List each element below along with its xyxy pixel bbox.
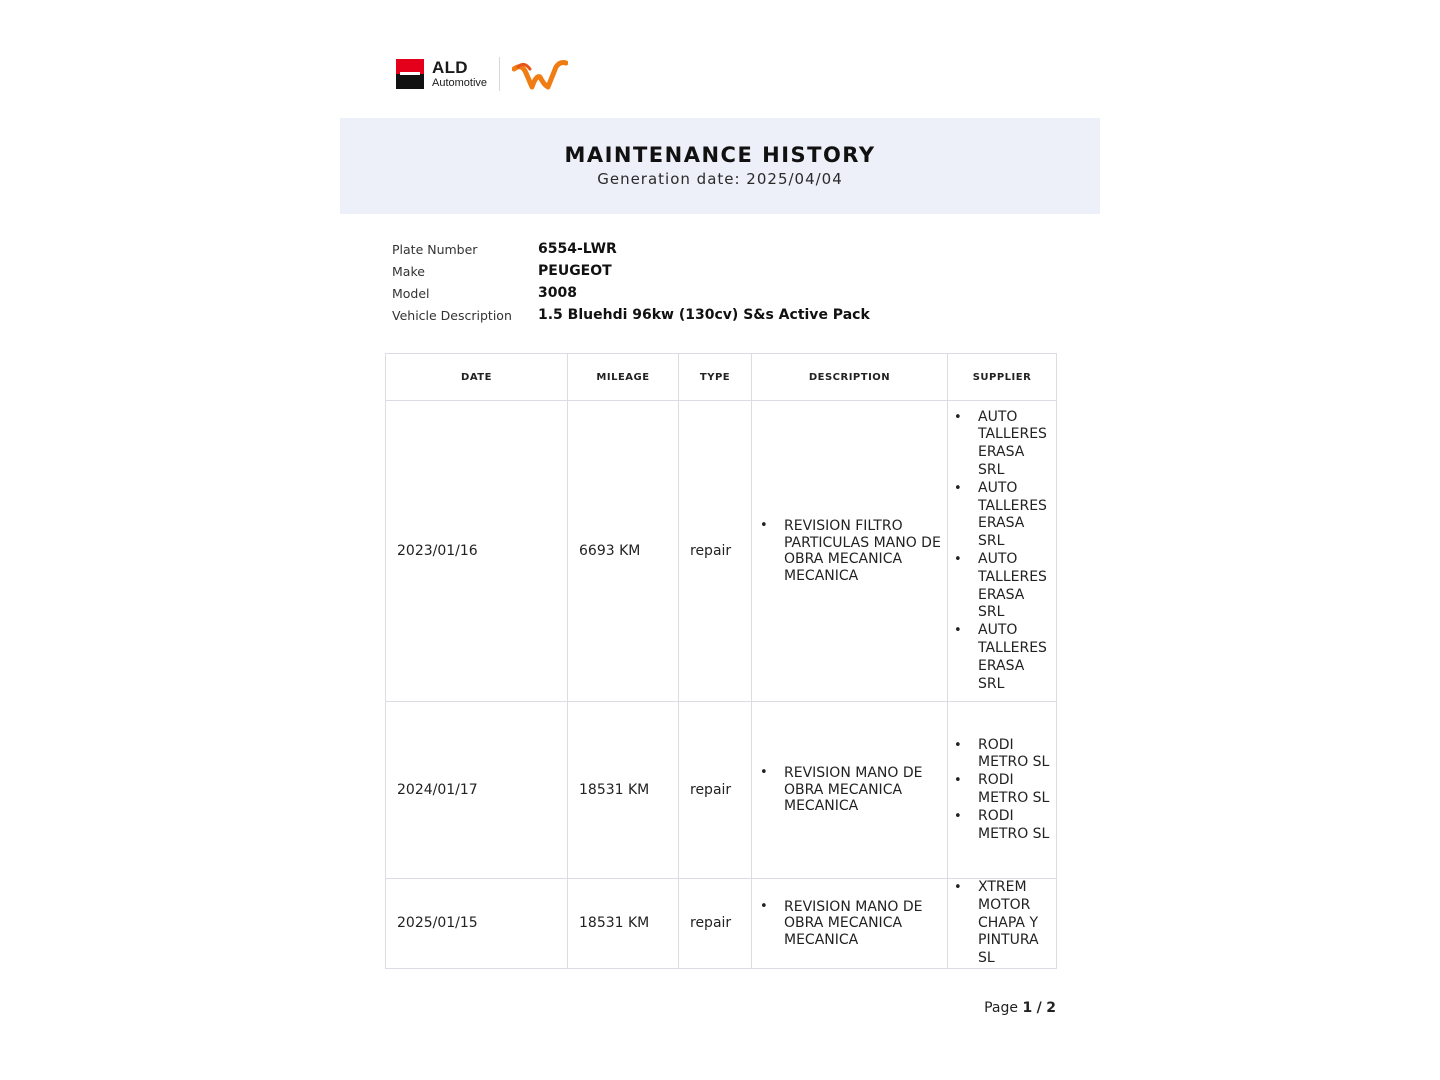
row-description [752, 401, 948, 702]
plate-value: 6554-LWR [538, 241, 617, 257]
vehicle-info [392, 238, 870, 326]
page-separator: / [1036, 1000, 1042, 1016]
supplier-item: • XTREM MOTOR CHAPA Y PINTURA SL [954, 879, 1050, 968]
ald-subtitle: Automotive [432, 77, 488, 89]
row-type: repair [679, 879, 752, 969]
model-label: Model [392, 285, 430, 301]
row-mileage: 6693 KM [568, 401, 679, 702]
generation-date: Generation date: 2025/04/04 [597, 170, 843, 188]
row-description [752, 879, 948, 969]
ald-logo-mark [396, 59, 424, 89]
header-date: DATE [386, 354, 568, 401]
header-mileage: MILEAGE [568, 354, 679, 401]
supplier-item: • AUTO TALLERES ERASA SRL [954, 409, 1050, 480]
logo-divider [499, 57, 500, 91]
page-total: 2 [1046, 1000, 1056, 1016]
table-row [386, 879, 1057, 969]
row-date: 2024/01/17 [386, 702, 568, 879]
supplier-item: • AUTO TALLERES ERASA SRL [954, 480, 1050, 551]
page-title: MAINTENANCE HISTORY [564, 143, 876, 167]
ald-logo-text [432, 59, 487, 89]
table-row [386, 702, 1057, 879]
page-current: 1 [1022, 1000, 1033, 1016]
description-item: • REVISION FILTRO PARTICULAS MANO DE OBRA MECANICA MECANICA [760, 518, 941, 584]
row-suppliers [948, 879, 1057, 969]
page-prefix: Page [984, 1000, 1019, 1016]
row-type: repair [679, 401, 752, 702]
row-suppliers [948, 702, 1057, 879]
maintenance-table [385, 353, 1057, 969]
page-number [930, 1000, 1056, 1016]
row-mileage: 18531 KM [568, 702, 679, 879]
supplier-item: • RODI METRO SL [954, 737, 1050, 773]
plate-row [392, 238, 870, 260]
header-supplier: SUPPLIER [948, 354, 1057, 401]
table-row [386, 401, 1057, 702]
leaseplan-icon [512, 57, 568, 91]
supplier-item: • AUTO TALLERES ERASA SRL [954, 551, 1050, 622]
row-type: repair [679, 702, 752, 879]
row-date: 2025/01/15 [386, 879, 568, 969]
make-label: Make [392, 263, 425, 279]
supplier-item: • RODI METRO SL [954, 808, 1050, 844]
description-item: • REVISION MANO DE OBRA MECANICA MECANICA [760, 899, 941, 949]
make-value: PEUGEOT [538, 263, 612, 279]
report-header [340, 118, 1100, 214]
row-date: 2023/01/16 [386, 401, 568, 702]
model-value: 3008 [538, 285, 577, 301]
make-row [392, 260, 870, 282]
ald-name: ALD [432, 58, 468, 77]
row-description [752, 702, 948, 879]
row-suppliers [948, 401, 1057, 702]
table-header-row [386, 354, 1057, 401]
header-type: TYPE [679, 354, 752, 401]
description-value: 1.5 Bluehdi 96kw (130cv) S&s Active Pack [538, 307, 870, 323]
model-row [392, 282, 870, 304]
company-logos [396, 56, 568, 92]
description-label: Vehicle Description [392, 307, 512, 323]
row-mileage: 18531 KM [568, 879, 679, 969]
header-description: DESCRIPTION [752, 354, 948, 401]
description-row [392, 304, 870, 326]
supplier-item: • RODI METRO SL [954, 772, 1050, 808]
supplier-item: • AUTO TALLERES ERASA SRL [954, 622, 1050, 693]
plate-label: Plate Number [392, 241, 478, 257]
description-item: • REVISION MANO DE OBRA MECANICA MECANICA [760, 765, 941, 815]
